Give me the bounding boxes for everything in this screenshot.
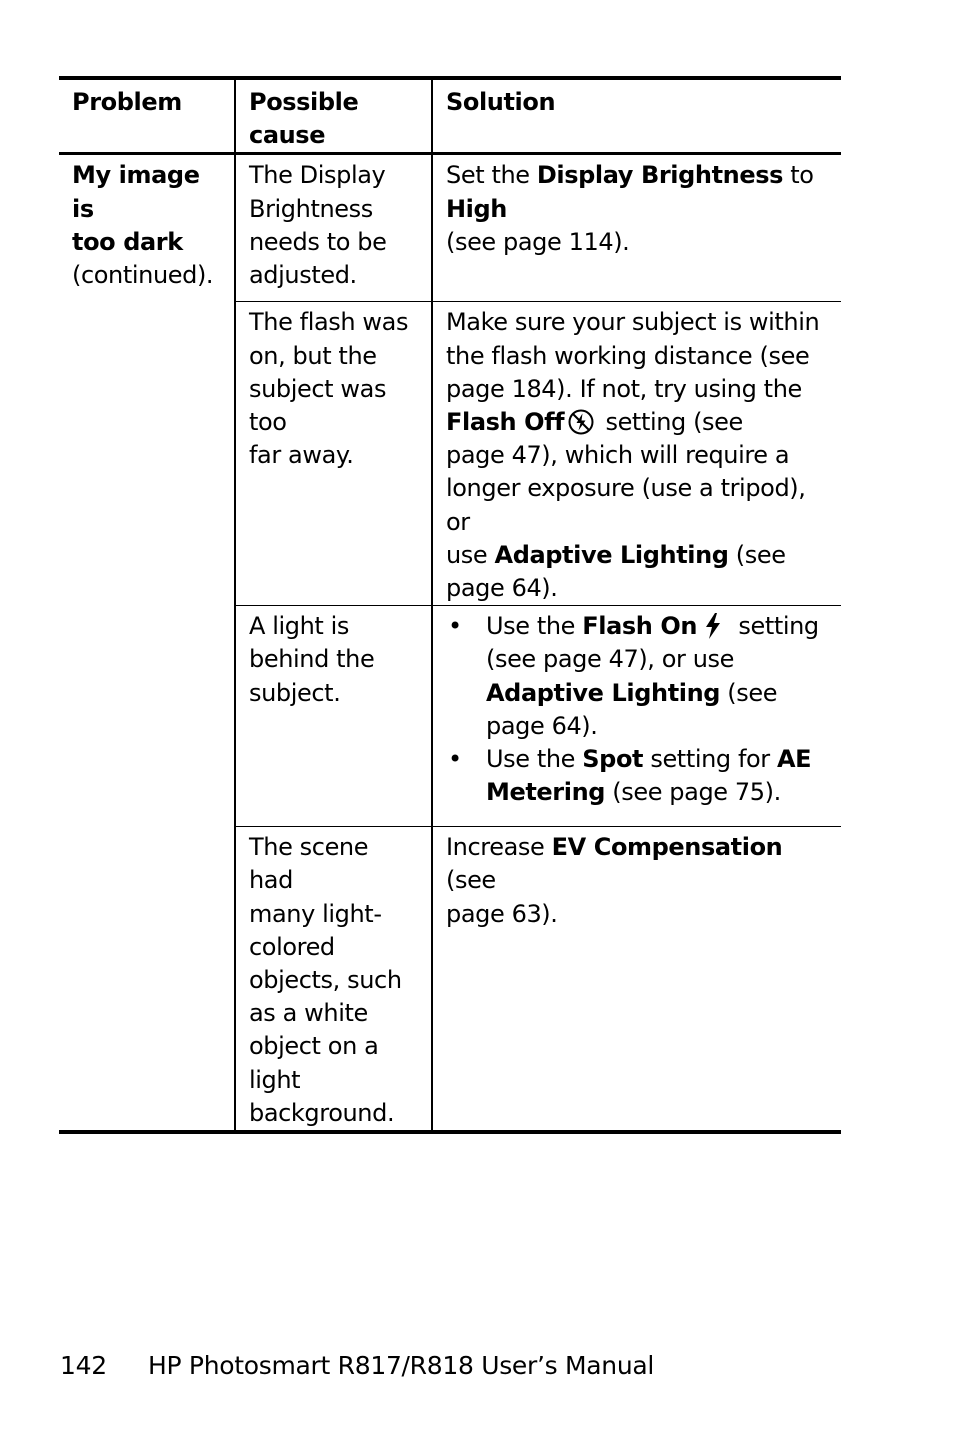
solution-text: Set the [446, 161, 537, 190]
flash-off-icon [568, 409, 594, 435]
problem-title-line2: too dark [72, 227, 183, 256]
manual-title: HP Photosmart R817/R818 User’s Manual [148, 1351, 655, 1380]
solution-text: (see [720, 678, 778, 707]
solution-text: Use the [486, 745, 583, 774]
solution-bold-term: Flash Off [446, 408, 565, 437]
solution-text: page 47), which will require a [446, 441, 790, 470]
cause-line: needs to be [249, 227, 387, 256]
bullet-marker: • [448, 745, 462, 774]
table-row [59, 154, 841, 302]
solution-cell [432, 606, 841, 827]
cause-cell [235, 606, 432, 827]
cause-line: object on a [249, 1032, 379, 1061]
problem-cell [59, 154, 235, 1132]
solution-text: page 184). If not, try using the [446, 374, 802, 403]
problem-title-line1: My image is [72, 161, 200, 223]
solution-text: setting [731, 612, 819, 641]
solution-cell [432, 154, 841, 302]
cause-line: objects, such [249, 966, 402, 995]
solution-bold-term: High [446, 194, 507, 223]
cause-line: as a white [249, 999, 368, 1028]
cause-cell [235, 827, 432, 1132]
cause-line: behind the [249, 645, 375, 674]
solution-text: use [446, 540, 495, 569]
cause-line: A light is [249, 612, 350, 641]
bullet-marker: • [448, 612, 462, 641]
cause-line: The scene had [249, 833, 369, 895]
cause-cell [235, 302, 432, 606]
page-number: 142 [60, 1351, 107, 1380]
solution-text: page 63). [446, 899, 558, 928]
cause-line: far away. [249, 441, 354, 470]
solution-cell [432, 827, 841, 1132]
solution-text: the flash working distance (see [446, 341, 810, 370]
solution-text: setting (see [598, 408, 743, 437]
solution-bullet-list [446, 610, 829, 809]
cause-line: subject. [249, 678, 341, 707]
cause-cell [235, 154, 432, 302]
solution-text: Increase [446, 833, 552, 862]
problem-continued: (continued). [72, 261, 214, 290]
solution-cell [432, 302, 841, 606]
page-footer [60, 1349, 654, 1383]
solution-text: (see page 114). [446, 227, 630, 256]
solution-text: setting for [643, 745, 777, 774]
cause-line: on, but the [249, 341, 377, 370]
troubleshooting-table [59, 76, 841, 1134]
solution-bold-term: Adaptive Lighting [486, 678, 721, 707]
solution-bold-term: AE [777, 745, 812, 774]
solution-text: (see [728, 540, 786, 569]
solution-text: (see page 75). [605, 778, 781, 807]
solution-bold-term: Spot [582, 745, 644, 774]
header-possible-cause: Possible cause [235, 78, 432, 154]
cause-line: subject was too [249, 374, 387, 437]
cause-line: adjusted. [249, 261, 357, 290]
solution-text: (see page 47), or use [486, 645, 735, 674]
solution-text: page 64). [446, 574, 558, 603]
solution-bold-term: Flash On [582, 612, 698, 641]
cause-line: The Display [249, 161, 386, 190]
solution-text: Make sure your subject is within [446, 308, 820, 337]
header-problem: Problem [72, 88, 182, 116]
solution-text: (see [446, 866, 496, 895]
solution-text: to [782, 161, 814, 190]
cause-line: The flash was [249, 308, 409, 337]
cause-line: Brightness [249, 194, 373, 223]
table-header-row [59, 78, 841, 154]
solution-bold-term: Display Brightness [536, 161, 783, 190]
solution-text: longer exposure (use a tripod), or [446, 474, 806, 536]
solution-bold-term: EV Compensation [551, 833, 783, 862]
list-item [446, 743, 829, 809]
cause-line: light [249, 1065, 301, 1094]
solution-bold-term: Metering [486, 778, 606, 807]
cause-line: many light- [249, 899, 382, 928]
cause-line: background. [249, 1098, 395, 1127]
header-solution: Solution [432, 78, 841, 154]
list-item [446, 610, 829, 743]
solution-bold-term: Adaptive Lighting [494, 540, 729, 569]
solution-text: page 64). [486, 711, 598, 740]
cause-line: colored [249, 932, 335, 961]
solution-text: Use the [486, 612, 583, 641]
flash-on-icon [703, 612, 723, 640]
